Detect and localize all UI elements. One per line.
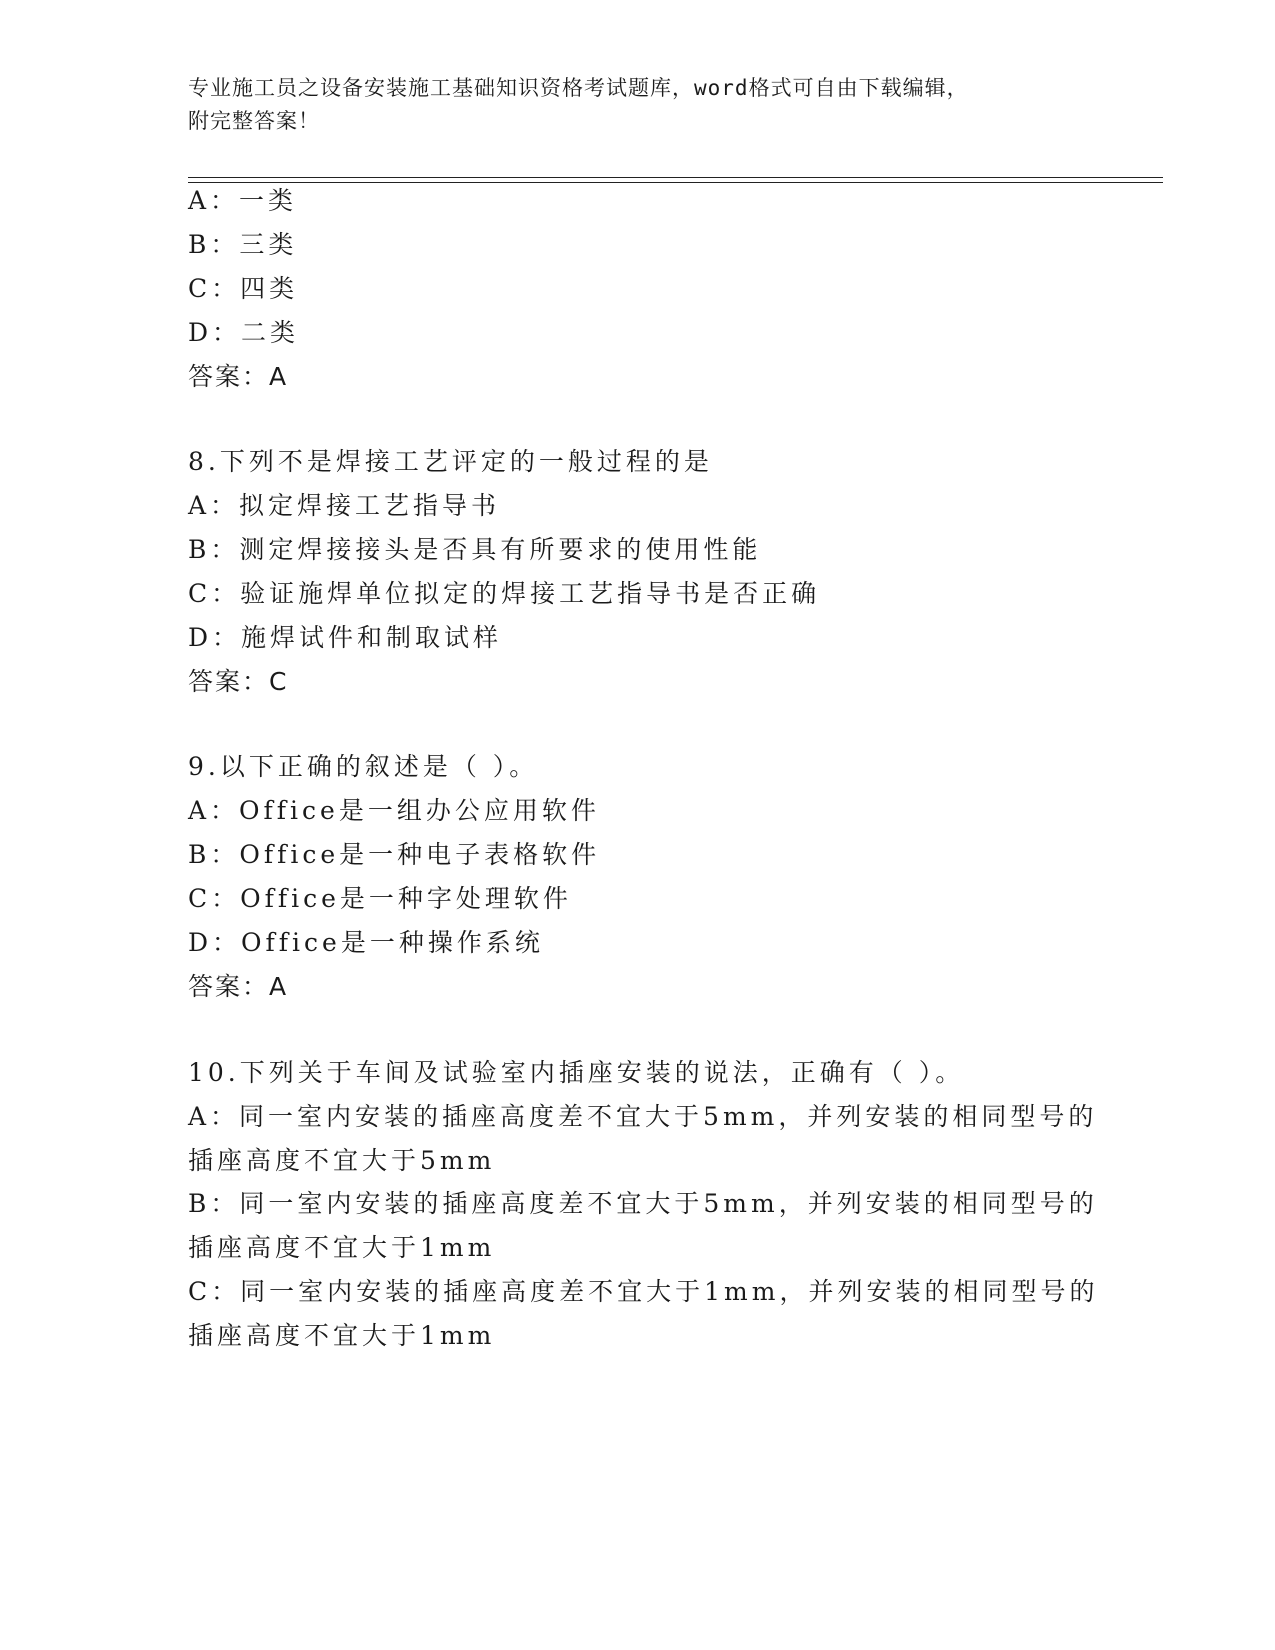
q7-option-c: C：四类 xyxy=(188,274,299,303)
q10-option-b-line-2: 插座高度不宜大于1mm xyxy=(188,1233,496,1262)
q7-answer: 答案：A xyxy=(188,362,289,391)
q7-option-a: A：一类 xyxy=(188,186,298,215)
document-header xyxy=(188,72,1088,138)
q9-answer: 答案：A xyxy=(188,972,289,1001)
q7-option-d: D：二类 xyxy=(188,318,300,347)
q10-option-a-line-2: 插座高度不宜大于5mm xyxy=(188,1146,496,1175)
q9-option-a: A：Office是一组办公应用软件 xyxy=(188,796,600,825)
q8-option-c: C：验证施焊单位拟定的焊接工艺指导书是否正确 xyxy=(188,579,821,608)
q9-stem: 9.以下正确的叙述是（ ）。 xyxy=(188,752,539,781)
header-line-1: 专业施工员之设备安装施工基础知识资格考试题库，word格式可自由下载编辑， xyxy=(188,76,969,100)
q7-option-b: B：三类 xyxy=(188,230,298,259)
q8-option-b: B：测定焊接接头是否具有所要求的使用性能 xyxy=(188,535,762,564)
q9-option-d: D：Office是一种操作系统 xyxy=(188,928,544,957)
header-divider-top xyxy=(188,177,1163,178)
q8-answer: 答案：C xyxy=(188,667,289,696)
q9-option-c: C：Office是一种字处理软件 xyxy=(188,884,572,913)
header-divider-bottom xyxy=(188,182,1163,183)
q10-option-c-line-2: 插座高度不宜大于1mm xyxy=(188,1321,496,1350)
q8-option-d: D：施焊试件和制取试样 xyxy=(188,623,503,652)
q8-option-a: A：拟定焊接工艺指导书 xyxy=(188,491,501,520)
q9-option-b: B：Office是一种电子表格软件 xyxy=(188,840,601,869)
q10-option-a-line-1: A：同一室内安装的插座高度差不宜大于5mm，并列安装的相同型号的 xyxy=(188,1102,1098,1131)
q10-option-b-line-1: B：同一室内安装的插座高度差不宜大于5mm，并列安装的相同型号的 xyxy=(188,1189,1098,1218)
header-line-2: 附完整答案！ xyxy=(188,109,320,133)
q8-stem: 8.下列不是焊接工艺评定的一般过程的是 xyxy=(188,447,713,476)
q10-option-c-line-1: C：同一室内安装的插座高度差不宜大于1mm，并列安装的相同型号的 xyxy=(188,1277,1099,1306)
q10-stem: 10.下列关于车间及试验室内插座安装的说法，正确有（ ）。 xyxy=(188,1058,965,1087)
